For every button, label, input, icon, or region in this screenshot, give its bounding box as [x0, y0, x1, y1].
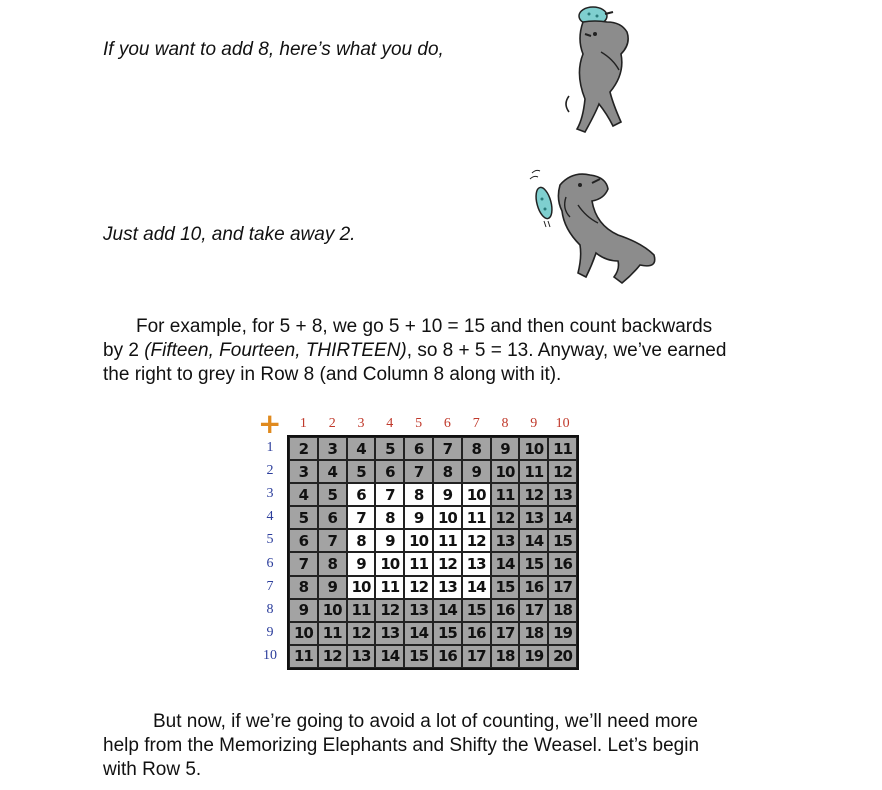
weasel-wearing-cap-icon — [555, 4, 645, 136]
addition-grid — [287, 435, 579, 670]
table-cell: 11 — [375, 576, 404, 599]
table-cell: 12 — [318, 645, 347, 668]
table-cell: 18 — [519, 622, 548, 645]
table-cell: 6 — [347, 483, 376, 506]
row-header: 1 — [266, 440, 274, 455]
table-cell: 10 — [347, 576, 376, 599]
column-header: 10 — [555, 416, 570, 431]
table-cell: 13 — [548, 483, 577, 506]
column-header: 4 — [386, 416, 394, 431]
table-cell: 15 — [433, 622, 462, 645]
column-header: 7 — [472, 416, 480, 431]
table-cell: 7 — [433, 437, 462, 460]
table-cell: 17 — [548, 576, 577, 599]
table-cell: 17 — [519, 599, 548, 622]
table-cell: 11 — [462, 506, 491, 529]
table-cell: 3 — [289, 460, 318, 483]
table-cell: 18 — [491, 645, 520, 668]
closing-paragraph — [103, 710, 699, 782]
second-line: Just add 10, and take away 2. — [103, 224, 356, 245]
table-cell: 11 — [289, 645, 318, 668]
table-cell: 6 — [289, 529, 318, 552]
paragraph-line: But now, if we’re going to avoid a lot of counting, we’ll need more — [153, 711, 698, 732]
table-cell: 5 — [375, 437, 404, 460]
table-cell: 16 — [433, 645, 462, 668]
table-cell: 11 — [548, 437, 577, 460]
table-cell: 14 — [375, 645, 404, 668]
table-cell: 11 — [404, 552, 433, 575]
table-cell: 5 — [347, 460, 376, 483]
paragraph-line: help from the Memorizing Elephants and Shifty the Weasel. Let’s begin — [103, 735, 700, 756]
table-cell: 10 — [433, 506, 462, 529]
row-header: 8 — [266, 601, 274, 617]
table-cell: 17 — [491, 622, 520, 645]
table-cell: 9 — [289, 599, 318, 622]
table-cell: 7 — [289, 552, 318, 575]
table-cell: 15 — [519, 552, 548, 575]
table-cell: 16 — [548, 552, 577, 575]
table-cell: 11 — [519, 460, 548, 483]
table-cell: 15 — [548, 529, 577, 552]
row-header: 2 — [266, 463, 274, 479]
table-cell: 8 — [433, 460, 462, 483]
intro-line: If you want to add 8, here’s what you do, — [103, 39, 444, 60]
table-cell: 12 — [404, 576, 433, 599]
table-cell: 7 — [318, 529, 347, 552]
paragraph-text: by 2 — [103, 340, 145, 361]
table-cell: 8 — [318, 552, 347, 575]
paragraph-line: the right to grey in Row 8 (and Column 8 along with it). — [103, 364, 562, 385]
addition-table — [256, 407, 578, 672]
paragraph-line — [103, 339, 726, 363]
paragraph-line: For example, for 5 + 8, we go 5 + 10 = 15 and then count backwards — [136, 316, 713, 337]
table-cell: 7 — [347, 506, 376, 529]
table-cell: 11 — [318, 622, 347, 645]
row-header: 4 — [266, 509, 274, 525]
table-cell: 9 — [347, 552, 376, 575]
table-cell: 8 — [462, 437, 491, 460]
table-cell: 10 — [462, 483, 491, 506]
table-cell: 8 — [347, 529, 376, 552]
row-header: 10 — [263, 647, 277, 663]
weasel-tipping-cap-icon — [522, 165, 667, 295]
paragraph-line: with Row 5. — [103, 759, 202, 780]
table-cell: 10 — [289, 622, 318, 645]
table-cell: 7 — [375, 483, 404, 506]
table-cell: 12 — [491, 506, 520, 529]
table-cell: 9 — [491, 437, 520, 460]
table-cell: 9 — [462, 460, 491, 483]
table-cell: 13 — [404, 599, 433, 622]
column-header: 9 — [530, 416, 538, 431]
table-cell: 6 — [404, 437, 433, 460]
table-cell: 13 — [462, 552, 491, 575]
table-cell: 12 — [347, 622, 376, 645]
plus-icon: + — [258, 407, 282, 440]
row-header: 5 — [266, 532, 274, 548]
table-cell: 19 — [519, 645, 548, 668]
table-cell: 16 — [491, 599, 520, 622]
table-cell: 13 — [375, 622, 404, 645]
table-cell: 5 — [318, 483, 347, 506]
table-cell: 6 — [375, 460, 404, 483]
column-header: 1 — [299, 416, 307, 431]
table-cell: 9 — [404, 506, 433, 529]
table-cell: 10 — [491, 460, 520, 483]
table-cell: 9 — [318, 576, 347, 599]
table-cell: 7 — [404, 460, 433, 483]
table-cell: 9 — [433, 483, 462, 506]
row-header: 3 — [266, 486, 274, 502]
table-cell: 14 — [433, 599, 462, 622]
table-cell: 8 — [404, 483, 433, 506]
table-cell: 4 — [347, 437, 376, 460]
column-header: 2 — [328, 416, 336, 431]
table-cell: 14 — [404, 622, 433, 645]
table-cell: 16 — [462, 622, 491, 645]
table-cell: 4 — [318, 460, 347, 483]
table-cell: 16 — [519, 576, 548, 599]
table-cell: 13 — [347, 645, 376, 668]
table-cell: 13 — [491, 529, 520, 552]
table-cell: 17 — [462, 645, 491, 668]
table-cell: 8 — [375, 506, 404, 529]
column-header: 8 — [501, 416, 509, 431]
table-cell: 6 — [318, 506, 347, 529]
table-cell: 12 — [375, 599, 404, 622]
table-cell: 19 — [548, 622, 577, 645]
table-cell: 12 — [462, 529, 491, 552]
table-cell: 12 — [548, 460, 577, 483]
table-cell: 14 — [548, 506, 577, 529]
table-cell: 15 — [404, 645, 433, 668]
table-cell: 12 — [519, 483, 548, 506]
row-header: 6 — [266, 555, 274, 571]
row-header: 7 — [266, 578, 274, 594]
table-cell: 10 — [404, 529, 433, 552]
column-header: 5 — [415, 416, 423, 431]
table-cell: 11 — [347, 599, 376, 622]
table-cell: 5 — [289, 506, 318, 529]
table-cell: 14 — [491, 552, 520, 575]
table-cell: 8 — [289, 576, 318, 599]
column-header: 6 — [443, 416, 451, 431]
table-cell: 20 — [548, 645, 577, 668]
table-cell: 10 — [519, 437, 548, 460]
table-cell: 3 — [318, 437, 347, 460]
table-cell: 12 — [433, 552, 462, 575]
table-cell: 18 — [548, 599, 577, 622]
table-cell: 11 — [433, 529, 462, 552]
table-cell: 13 — [433, 576, 462, 599]
table-cell: 2 — [289, 437, 318, 460]
table-cell: 9 — [375, 529, 404, 552]
table-cell: 4 — [289, 483, 318, 506]
row-header: 9 — [266, 624, 274, 640]
table-cell: 14 — [519, 529, 548, 552]
paragraph-italic-text: (Fifteen, Fourteen, THIRTEEN) — [144, 340, 407, 361]
table-cell: 15 — [462, 599, 491, 622]
table-cell: 15 — [491, 576, 520, 599]
table-cell: 13 — [519, 506, 548, 529]
column-header: 3 — [357, 416, 365, 431]
table-cell: 10 — [375, 552, 404, 575]
example-paragraph — [103, 315, 726, 387]
table-cell: 14 — [462, 576, 491, 599]
paragraph-text: , so 8 + 5 = 13. Anyway, we’ve earned — [406, 340, 727, 361]
table-cell: 11 — [491, 483, 520, 506]
table-cell: 10 — [318, 599, 347, 622]
